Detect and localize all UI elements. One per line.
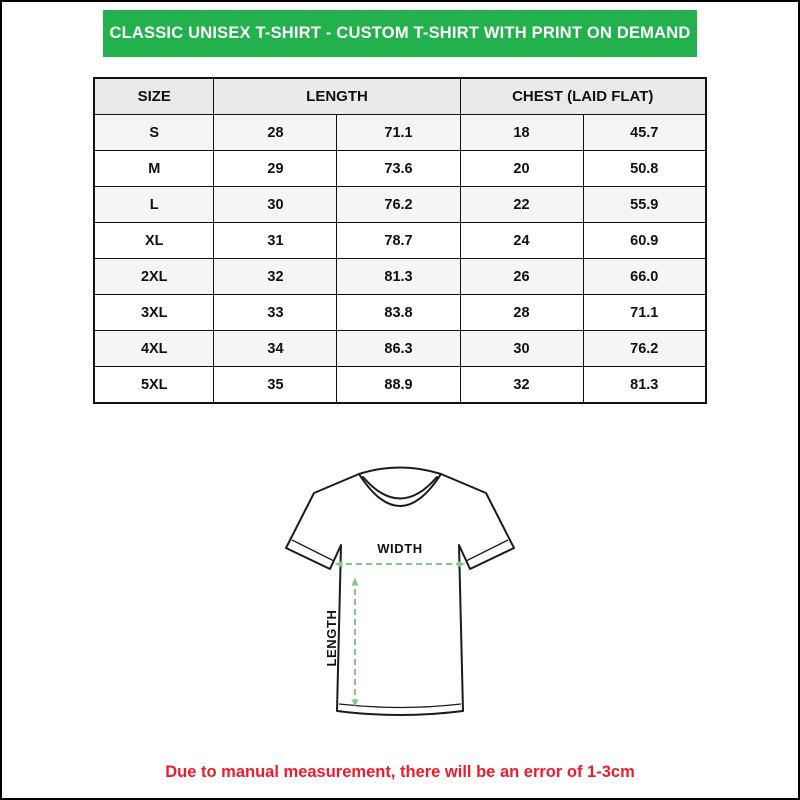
length-cm-cell: 71.1: [337, 115, 460, 151]
size-row-2xl: [94, 259, 706, 295]
size-row-xl: [94, 223, 706, 259]
chest-in-cell: 20: [460, 151, 583, 187]
length-in-cell: 34: [214, 331, 337, 367]
length-in-cell: 29: [214, 151, 337, 187]
chest-cm-cell: 55.9: [583, 187, 706, 223]
length-in-cell: 31: [214, 223, 337, 259]
chest-in-cell: 30: [460, 331, 583, 367]
size-row-l: [94, 187, 706, 223]
size-cell: L: [94, 187, 214, 223]
length-cm-cell: 76.2: [337, 187, 460, 223]
col-header-length: LENGTH: [214, 78, 460, 115]
size-cell: M: [94, 151, 214, 187]
length-cm-cell: 83.8: [337, 295, 460, 331]
length-label: LENGTH: [324, 609, 339, 667]
chest-cm-cell: 71.1: [583, 295, 706, 331]
length-cm-cell: 78.7: [337, 223, 460, 259]
size-row-4xl: [94, 331, 706, 367]
tshirt-back-collar: [359, 468, 441, 475]
title-banner: [103, 10, 697, 57]
chest-in-cell: 24: [460, 223, 583, 259]
length-in-cell: 32: [214, 259, 337, 295]
chest-cm-cell: 45.7: [583, 115, 706, 151]
length-in-cell: 33: [214, 295, 337, 331]
width-label: WIDTH: [377, 541, 423, 556]
chest-cm-cell: 76.2: [583, 331, 706, 367]
col-header-size: SIZE: [94, 78, 214, 115]
measurement-diagram: [250, 448, 550, 738]
size-cell: 3XL: [94, 295, 214, 331]
tshirt-outline: [286, 474, 514, 715]
chest-in-cell: 26: [460, 259, 583, 295]
size-chart-table: [93, 77, 707, 404]
chest-cm-cell: 81.3: [583, 367, 706, 404]
size-row-m: [94, 151, 706, 187]
length-cm-cell: 86.3: [337, 331, 460, 367]
length-in-cell: 28: [214, 115, 337, 151]
chest-in-cell: 32: [460, 367, 583, 404]
col-header-chest: CHEST (LAID FLAT): [460, 78, 706, 115]
size-row-s: [94, 115, 706, 151]
size-cell: 4XL: [94, 331, 214, 367]
length-cm-cell: 81.3: [337, 259, 460, 295]
chest-in-cell: 22: [460, 187, 583, 223]
length-cm-cell: 88.9: [337, 367, 460, 404]
chest-cm-cell: 60.9: [583, 223, 706, 259]
chest-cm-cell: 50.8: [583, 151, 706, 187]
size-cell: XL: [94, 223, 214, 259]
size-row-3xl: [94, 295, 706, 331]
length-in-cell: 30: [214, 187, 337, 223]
chest-in-cell: 18: [460, 115, 583, 151]
length-in-cell: 35: [214, 367, 337, 404]
length-cm-cell: 73.6: [337, 151, 460, 187]
measurement-error-note: Due to manual measurement, there will be an error of 1-3cm: [165, 763, 635, 781]
chest-cm-cell: 66.0: [583, 259, 706, 295]
table-header-row: [94, 78, 706, 115]
size-cell: S: [94, 115, 214, 151]
size-row-5xl: [94, 367, 706, 404]
tshirt-diagram-svg: [250, 448, 550, 733]
size-cell: 5XL: [94, 367, 214, 404]
chest-in-cell: 28: [460, 295, 583, 331]
page-title: CLASSIC UNISEX T-SHIRT - CUSTOM T-SHIRT WITH PRINT ON DEMAND: [109, 24, 691, 42]
size-cell: 2XL: [94, 259, 214, 295]
